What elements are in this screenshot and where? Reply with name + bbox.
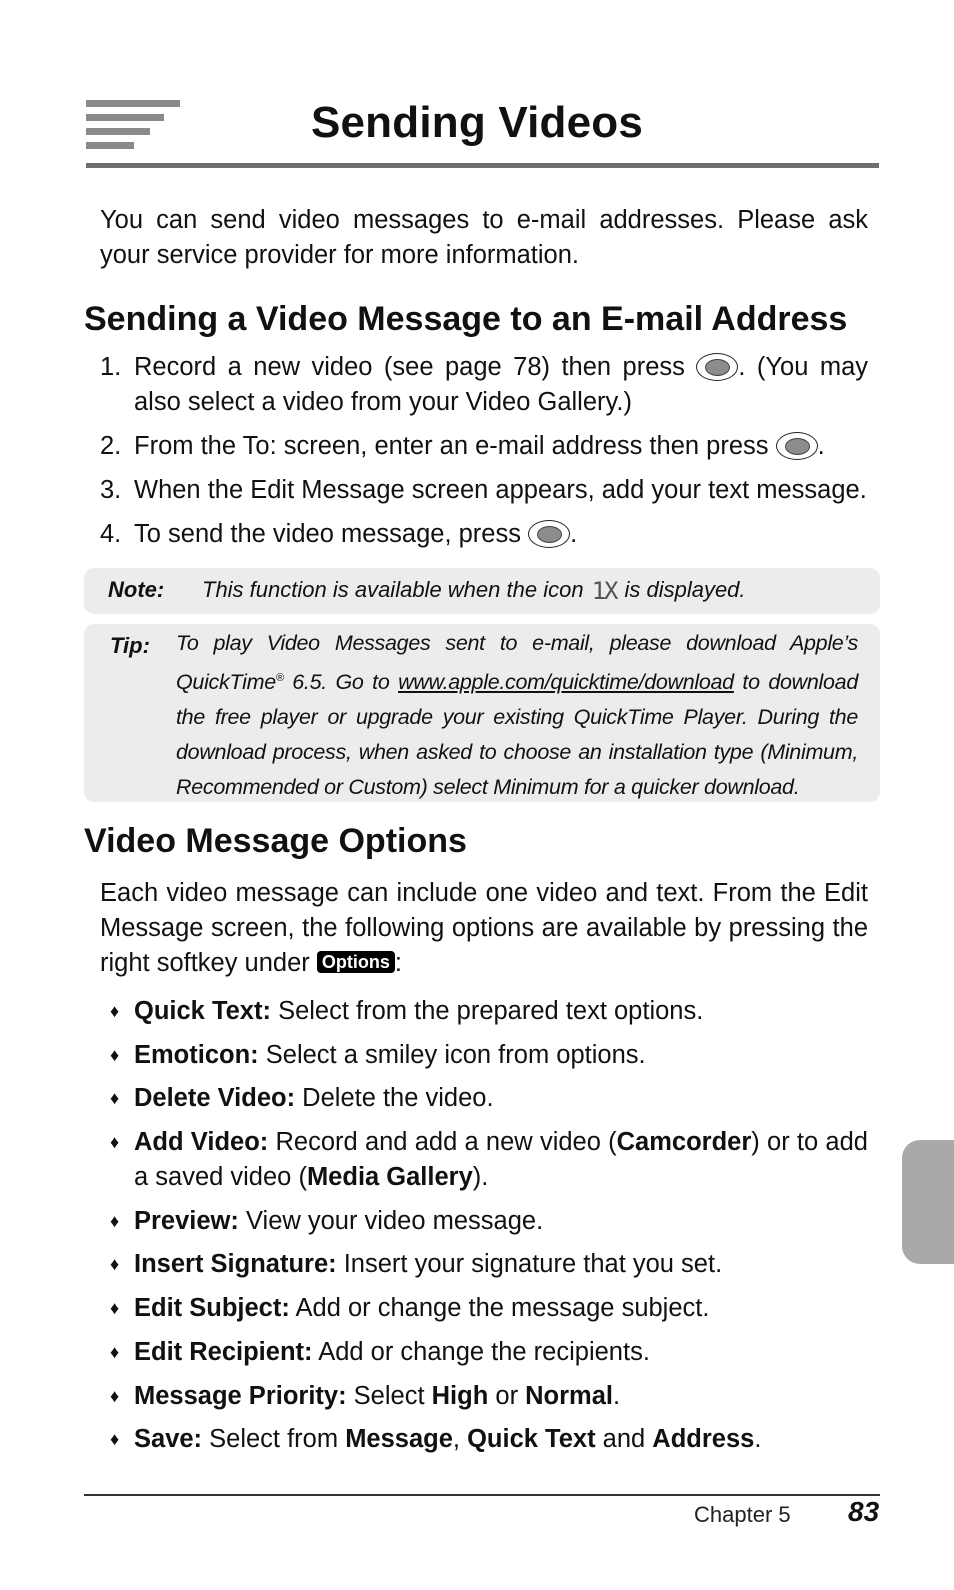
options-softkey-label: Options	[317, 951, 395, 973]
options-list	[110, 994, 868, 1466]
bullet-diamond-icon: ♦	[110, 1210, 120, 1231]
note-label: Note:	[108, 577, 165, 602]
list-item	[100, 350, 868, 420]
tip-callout	[84, 624, 880, 802]
list-item: ♦ Edit Recipient: Add or change the recipients.	[110, 1335, 868, 1370]
list-item: ♦ Add Video: Record and add a new video (Camcorder) or to add a saved video (Media Gallery).	[110, 1125, 868, 1195]
step-number: 3.	[100, 476, 122, 504]
page-number: 83	[848, 1496, 880, 1527]
bullet-diamond-icon: ♦	[110, 1298, 120, 1319]
list-item	[100, 517, 868, 552]
1x-signal-icon: 1X	[591, 577, 617, 605]
section-heading-video-message-options: Video Message Options	[84, 822, 467, 860]
note-callout	[84, 568, 880, 614]
footer-chapter-label: Chapter 5	[694, 1502, 791, 1527]
step-text: From the To: screen, enter an e-mail address then press .	[134, 432, 825, 460]
list-item: ♦ Message Priority: Select High or Normal.	[110, 1379, 868, 1414]
list-item: ♦ Preview: View your video message.	[110, 1204, 868, 1239]
tip-label: Tip:	[110, 633, 150, 658]
step-number: 2.	[100, 432, 122, 460]
step-number: 4.	[100, 520, 122, 548]
ok-key-icon	[696, 353, 738, 381]
list-item: ♦ Quick Text: Select from the prepared text options.	[110, 994, 868, 1029]
footer-rule	[84, 1494, 880, 1496]
ok-key-icon	[776, 432, 818, 460]
bullet-diamond-icon: ♦	[110, 1001, 120, 1021]
list-item: ♦ Delete Video: Delete the video.	[110, 1081, 868, 1116]
list-item	[100, 473, 868, 508]
step-text: Record a new video (see page 78) then press . (You may also select a video from your Video Gallery.)	[134, 353, 869, 416]
section-heading-send-to-email: Sending a Video Message to an E-mail Address	[84, 300, 848, 338]
step-text: To send the video message, press .	[134, 520, 578, 548]
bullet-diamond-icon: ♦	[110, 1429, 120, 1450]
ok-key-icon	[528, 520, 570, 548]
list-item: ♦ Save: Select from Message, Quick Text and Address.	[110, 1422, 868, 1457]
quicktime-download-link[interactable]: www.apple.com/quicktime/download	[398, 670, 734, 695]
bullet-diamond-icon: ♦	[110, 1088, 120, 1109]
note-text: This function is available when the icon 1X is displayed.	[202, 577, 746, 605]
tip-text: To play Video Messages sent to e-mail, please download Apple’s QuickTime® 6.5. Go to www.apple.com/quicktime/download to download the free player or upgrade your existing QuickTime Player. During the download process, when asked to choose an installation type (Minimum, Recommended or Custom) select Minimum for a quicker download.	[176, 631, 858, 800]
bullet-diamond-icon: ♦	[110, 1254, 120, 1275]
options-intro-paragraph: Each video message can include one video and text. From the Edit Message screen, the following options are available by pressing the right softkey under Options :	[100, 879, 868, 977]
page-title: Sending Videos	[310, 98, 644, 147]
intro-paragraph: You can send video messages to e-mail addresses. Please ask your service provider for more information.	[100, 206, 868, 269]
bullet-diamond-icon: ♦	[110, 1341, 120, 1362]
chapter-thumb-tab	[902, 1140, 954, 1264]
step-number: 1.	[100, 353, 122, 381]
list-item	[100, 429, 868, 464]
list-item: ♦ Insert Signature: Insert your signature that you set.	[110, 1247, 868, 1282]
title-rule	[86, 163, 879, 168]
bullet-diamond-icon: ♦	[110, 1044, 120, 1065]
step-text: When the Edit Message screen appears, add your text message.	[134, 476, 867, 504]
list-item: ♦ Emoticon: Select a smiley icon from options.	[110, 1038, 868, 1073]
steps-list	[100, 350, 868, 561]
list-item: ♦ Edit Subject: Add or change the message subject.	[110, 1291, 868, 1326]
bullet-diamond-icon: ♦	[110, 1132, 120, 1153]
bullet-diamond-icon: ♦	[110, 1385, 120, 1406]
